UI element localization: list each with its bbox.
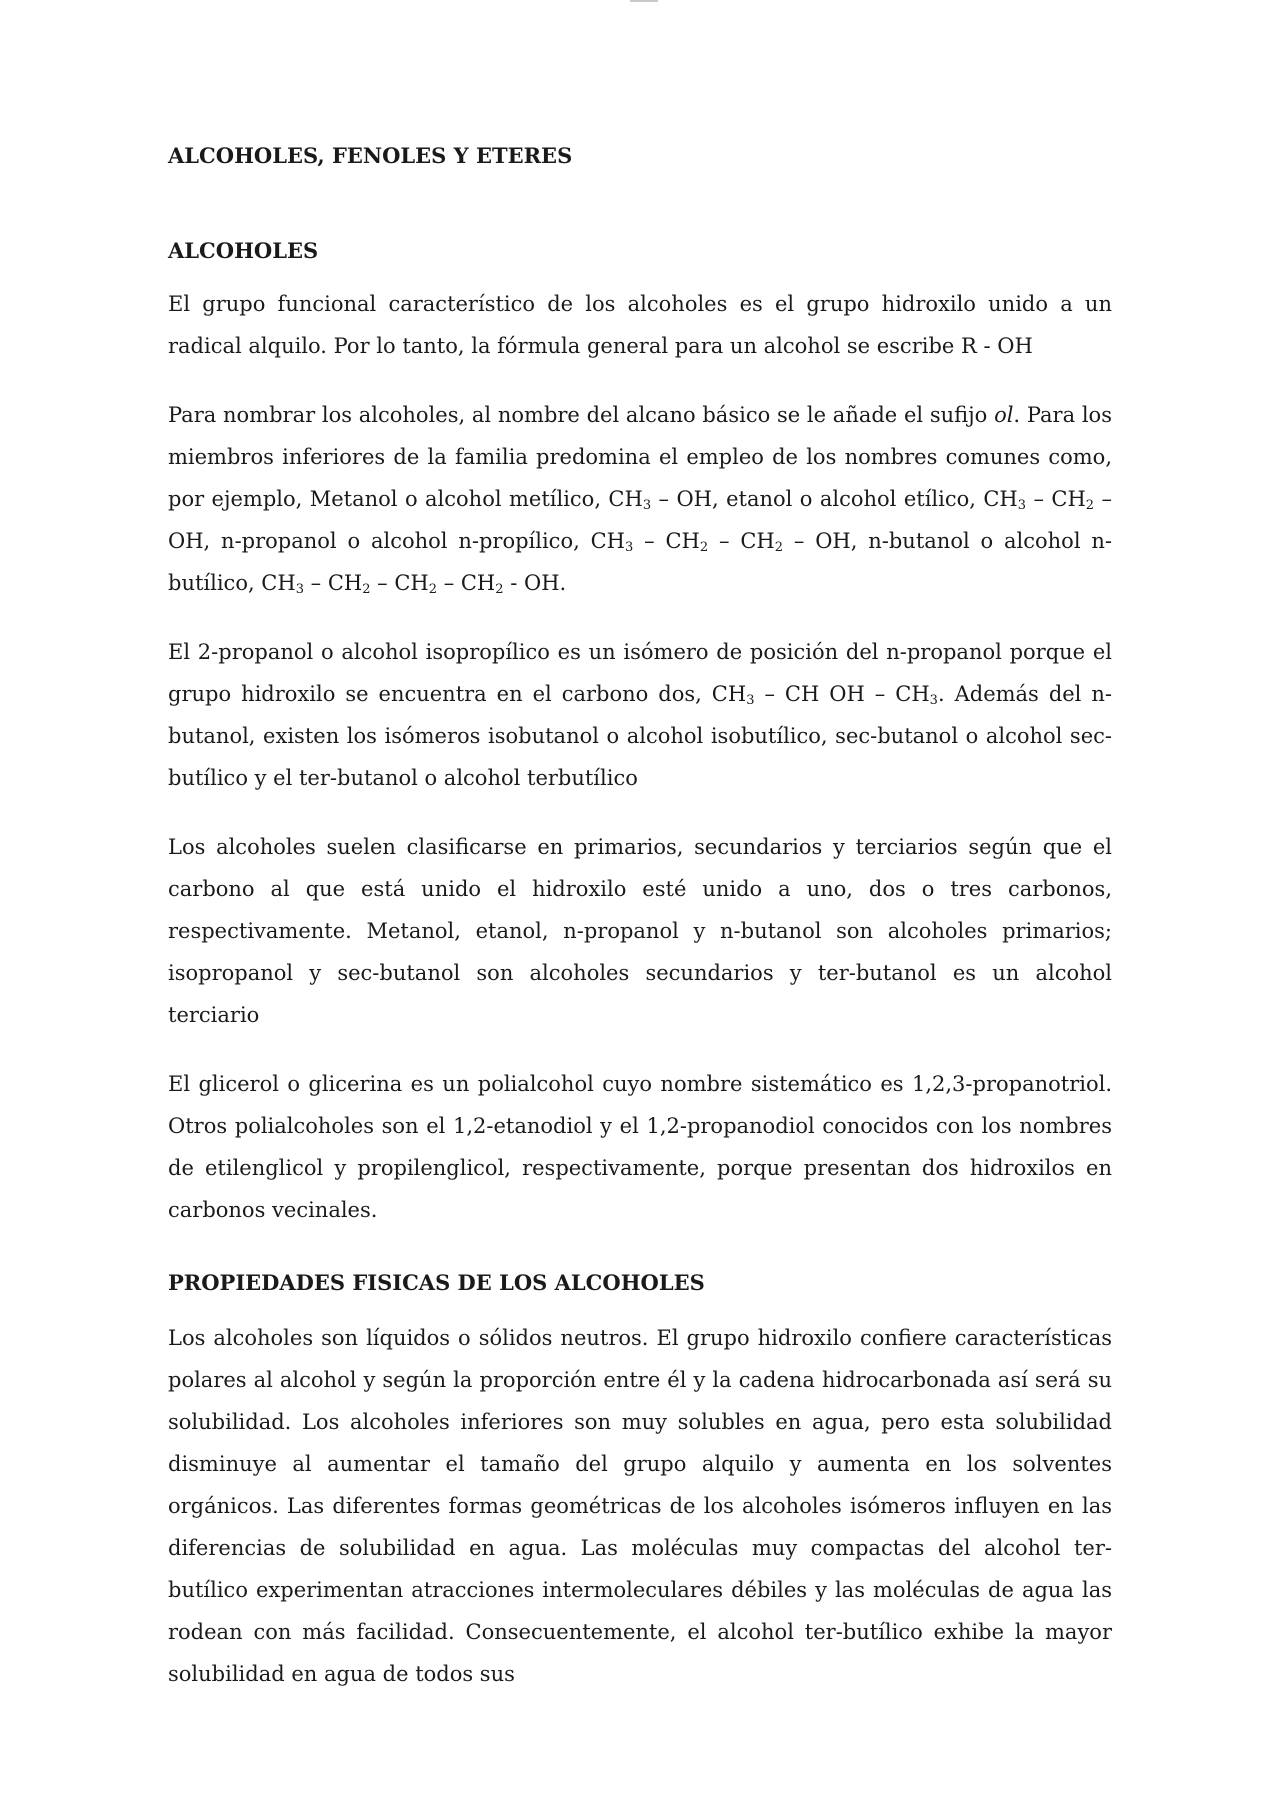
text-run: . Para los miembros inferiores de la familia predomina el empleo de los nombres comunes como, por ejemplo, Metanol o alcohol metílico, CH — [168, 403, 1112, 511]
subscript: 3 — [746, 693, 755, 708]
text-run: – CH — [370, 571, 429, 595]
text-run: – OH, n-butanol o alcohol n-butílico, CH — [168, 529, 1113, 595]
subscript: 2 — [1085, 498, 1095, 513]
paragraph — [168, 1317, 1112, 1695]
text-run: – CH — [708, 529, 775, 553]
subscript: 2 — [774, 540, 783, 555]
paragraph — [168, 826, 1112, 1036]
text-run: - OH. — [503, 571, 567, 595]
section-heading-propiedades: PROPIEDADES FISICAS DE LOS ALCOHOLES — [168, 1270, 705, 1295]
document-title: ALCOHOLES, FENOLES Y ETERES — [168, 143, 573, 168]
text-run: Los alcoholes son líquidos o sólidos neutros. El grupo hidroxilo confiere características polares al alcohol y según la proporción entre él y la cadena hidrocarbonada así será su solubilidad. Los alcoholes inferiores son muy solubles en agua, pero esta solubilidad disminuye al aumentar el tamaño del grupo alquilo y aumenta en los solventes orgánicos. Las diferentes formas geométricas de los alcoholes isómeros influyen en las diferencias de solubilidad en agua. Las moléculas muy compactas del alcohol ter-butílico experimentan atracciones intermoleculares débiles y las moléculas de agua las rodean con más facilidad. Consecuentemente, el alcohol ter-butílico exhibe la mayor solubilidad en agua de todos sus — [168, 1326, 1112, 1686]
subscript: 2 — [362, 582, 371, 597]
text-run: El 2-propanol o alcohol isopropílico es un isómero de posición del n-propanol porque el grupo hidroxilo se encuentra en el carbono dos, CH — [168, 640, 1112, 706]
paragraph — [168, 631, 1112, 799]
subscript: 3 — [642, 498, 652, 513]
text-run: Para nombrar los alcoholes, al nombre del alcano básico se le añade el sufijo — [168, 403, 995, 427]
text-run: . Además del n- butanol, existen los isómeros isobutanol o alcohol isobutílico, sec-butanol o alcohol sec- butílico y el ter-butanol o alcohol terbutílico — [168, 682, 1113, 790]
subscript: 3 — [929, 693, 938, 708]
subscript: 2 — [495, 582, 504, 597]
subscript: 3 — [625, 540, 634, 555]
text-run: – OH, n-propanol o alcohol n-propílico, CH — [168, 487, 1112, 553]
paragraph — [168, 1063, 1112, 1231]
text-run: – CH — [633, 529, 700, 553]
section-heading-alcoholes: ALCOHOLES — [168, 238, 319, 263]
subscript: 2 — [428, 582, 438, 597]
text-run: El grupo funcional característico de los alcoholes es el grupo hidroxilo unido a un radical alquilo. Por lo tanto, la fórmula general para un alcohol se escribe R - OH — [168, 292, 1112, 358]
text-run: – CH OH – CH — [754, 682, 930, 706]
paragraph — [168, 283, 1112, 367]
text-run: Los alcoholes suelen clasificarse en primarios, secundarios y terciarios según que el carbono al que está unido el hidroxilo esté unido a uno, dos o tres carbonos, respectivamente. Metanol, etanol, n-propanol y n-butanol son alcoholes primarios; isopropanol y sec-butanol son alcoholes secundarios y ter-butanol es un alcohol terciario — [168, 835, 1112, 1027]
text-run: – CH — [437, 571, 496, 595]
subscript: 3 — [1017, 498, 1027, 513]
text-run: – OH, etanol o alcohol etílico, CH — [651, 487, 1018, 511]
text-run: El glicerol o glicerina es un polialcohol cuyo nombre sistemático es 1,2,3-propanotriol. Otros polialcoholes son el 1,2-etanodiol y el 1,2-propanodiol conocidos con los nombres de etilenglicol y propilenglicol, respectivamente, porque presentan dos hidroxilos en carbonos vecinales. — [168, 1072, 1112, 1222]
text-run: – CH — [1026, 487, 1086, 511]
paragraph — [168, 394, 1112, 604]
subscript: 3 — [295, 582, 304, 597]
document-page — [168, 0, 1112, 1695]
text-run: – CH — [303, 571, 363, 595]
italic-text: ol — [994, 403, 1014, 427]
subscript: 2 — [699, 540, 709, 555]
